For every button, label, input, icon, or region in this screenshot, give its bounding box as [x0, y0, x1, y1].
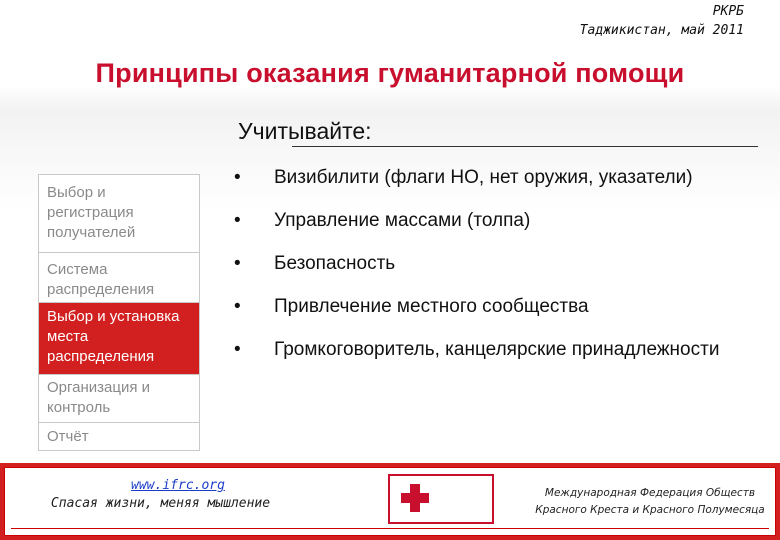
- considerations-list: [232, 166, 742, 381]
- slide-title: Принципы оказания гуманитарной помощи: [95, 58, 685, 88]
- step-report[interactable]: [39, 423, 199, 450]
- step-label: Выбор и регистрация получателей: [47, 184, 136, 241]
- list-item-text: Управление массами (толпа): [274, 210, 531, 231]
- event-meta: [484, 2, 744, 40]
- list-item: [232, 166, 742, 190]
- org-name-line2: Красного Креста и Красного Полумесяца: [535, 504, 765, 516]
- slogan: Спасая жизни, меняя мышление: [50, 496, 271, 511]
- step-organization-control[interactable]: [39, 375, 199, 423]
- ifrc-website-link[interactable]: www.ifrc.org: [131, 478, 225, 493]
- bullet-marker: •: [234, 167, 241, 188]
- red-cross-red-crescent-logo: [388, 474, 494, 524]
- step-label: Система распределения: [47, 261, 155, 298]
- logo-graphic: [390, 476, 492, 522]
- org-name-line1: Международная Федерация Обществ: [544, 487, 756, 499]
- step-label: Выбор и установка места распределения: [47, 308, 180, 365]
- consider-heading: Учитывайте:: [238, 118, 372, 144]
- footer: [0, 463, 780, 540]
- organization-abbr: РКРБ: [712, 4, 744, 19]
- step-distribution-site[interactable]: [39, 303, 199, 375]
- organization-name: [521, 485, 779, 519]
- list-item-text: Безопасность: [274, 253, 396, 274]
- bullet-marker: •: [234, 296, 241, 317]
- bullet-marker: •: [234, 253, 241, 274]
- list-item: [232, 338, 742, 362]
- process-steps-sidebar: [38, 174, 200, 451]
- heading-underline: [292, 146, 758, 147]
- step-label: Отчёт: [47, 428, 89, 445]
- list-item-text: Громкоговоритель, канцелярские принадлежности: [274, 339, 720, 360]
- cross-vertical: [410, 484, 420, 512]
- crescent-icon: [455, 484, 470, 514]
- list-item: [232, 209, 742, 233]
- bullet-marker: •: [234, 339, 241, 360]
- list-item: [232, 252, 742, 276]
- location-date: Таджикистан, май 2011: [579, 23, 744, 38]
- list-item-text: Визибилити (флаги НО, нет оружия, указатели): [274, 167, 693, 188]
- list-item: [232, 295, 742, 319]
- list-item-text: Привлечение местного сообщества: [274, 296, 589, 317]
- step-recipient-selection[interactable]: [39, 175, 199, 253]
- step-distribution-system[interactable]: [39, 253, 199, 303]
- footer-panel: [4, 467, 776, 536]
- bullet-marker: •: [234, 210, 241, 231]
- step-label: Организация и контроль: [47, 379, 151, 416]
